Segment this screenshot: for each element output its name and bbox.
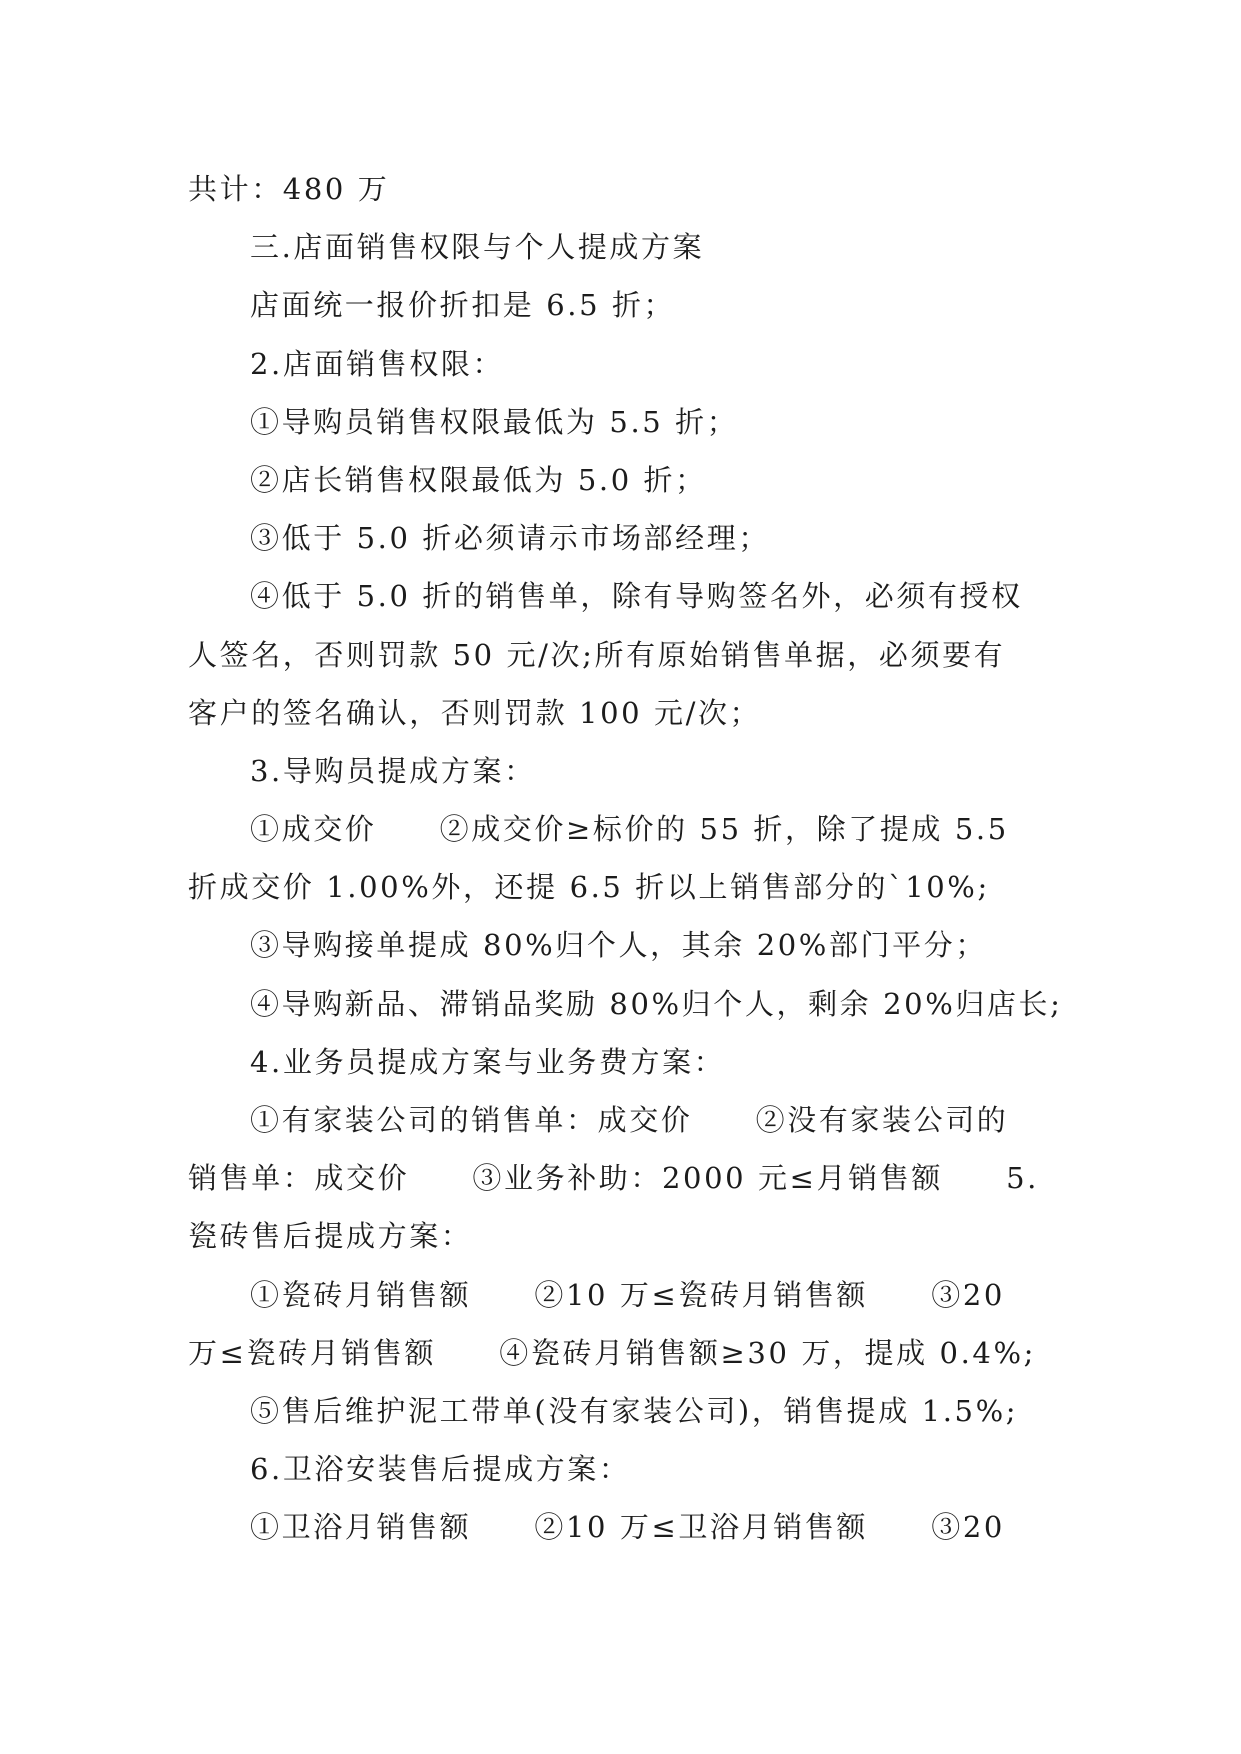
subsection-heading: 2.店面销售权限： xyxy=(250,346,505,381)
text-line: 万≤瓷砖月销售额 ④瓷砖月销售额≥30 万，提成 0.4%; xyxy=(188,1335,1036,1370)
subsection-heading: 3.导购员提成方案： xyxy=(250,753,536,788)
list-item: ①有家装公司的销售单：成交价 ②没有家装公司的 xyxy=(250,1103,1009,1137)
text-line: 客户的签名确认，否则罚款 100 元/次； xyxy=(188,695,762,730)
document-body xyxy=(188,160,1063,1557)
subsection-heading: 4.业务员提成方案与业务费方案： xyxy=(250,1044,726,1079)
list-item: ②店长销售权限最低为 5.0 折； xyxy=(250,462,707,497)
list-item: ③导购接单提成 80%归个人，其余 20%部门平分； xyxy=(250,928,987,963)
text-line: 店面统一报价折扣是 6.5 折； xyxy=(250,288,676,323)
text-line: 折成交价 1.00%外，还提 6.5 折以上销售部分的`10%; xyxy=(188,870,990,905)
text-line-total: 共计：480 万 xyxy=(188,172,390,206)
text-line: 销售单：成交价 ③业务补助：2000 元≤月销售额 5. xyxy=(188,1161,1039,1196)
list-item: ①导购员销售权限最低为 5.5 折； xyxy=(250,404,739,439)
list-item: ⑤售后维护泥工带单(没有家装公司)，销售提成 1.5%; xyxy=(250,1393,1019,1428)
text-line: 瓷砖售后提成方案： xyxy=(188,1219,473,1254)
list-item: ③低于 5.0 折必须请示市场部经理； xyxy=(250,521,770,556)
subsection-heading: 6.卫浴安装售后提成方案： xyxy=(250,1452,631,1487)
section-heading-3: 三.店面销售权限与个人提成方案 xyxy=(250,230,705,265)
list-item: ①瓷砖月销售额 ②10 万≤瓷砖月销售额 ③20 xyxy=(250,1277,1005,1312)
text-line: 人签名，否则罚款 50 元/次;所有原始销售单据，必须要有 xyxy=(188,637,1006,672)
list-item: ①卫浴月销售额 ②10 万≤卫浴月销售额 ③20 xyxy=(250,1510,1005,1545)
list-item: ①成交价 ②成交价≥标价的 55 折，除了提成 5.5 xyxy=(250,812,1009,847)
list-item: ④低于 5.0 折的销售单，除有导购签名外，必须有授权 xyxy=(250,579,1023,614)
list-item: ④导购新品、滞销品奖励 80%归个人，剩余 20%归店长; xyxy=(250,986,1063,1021)
